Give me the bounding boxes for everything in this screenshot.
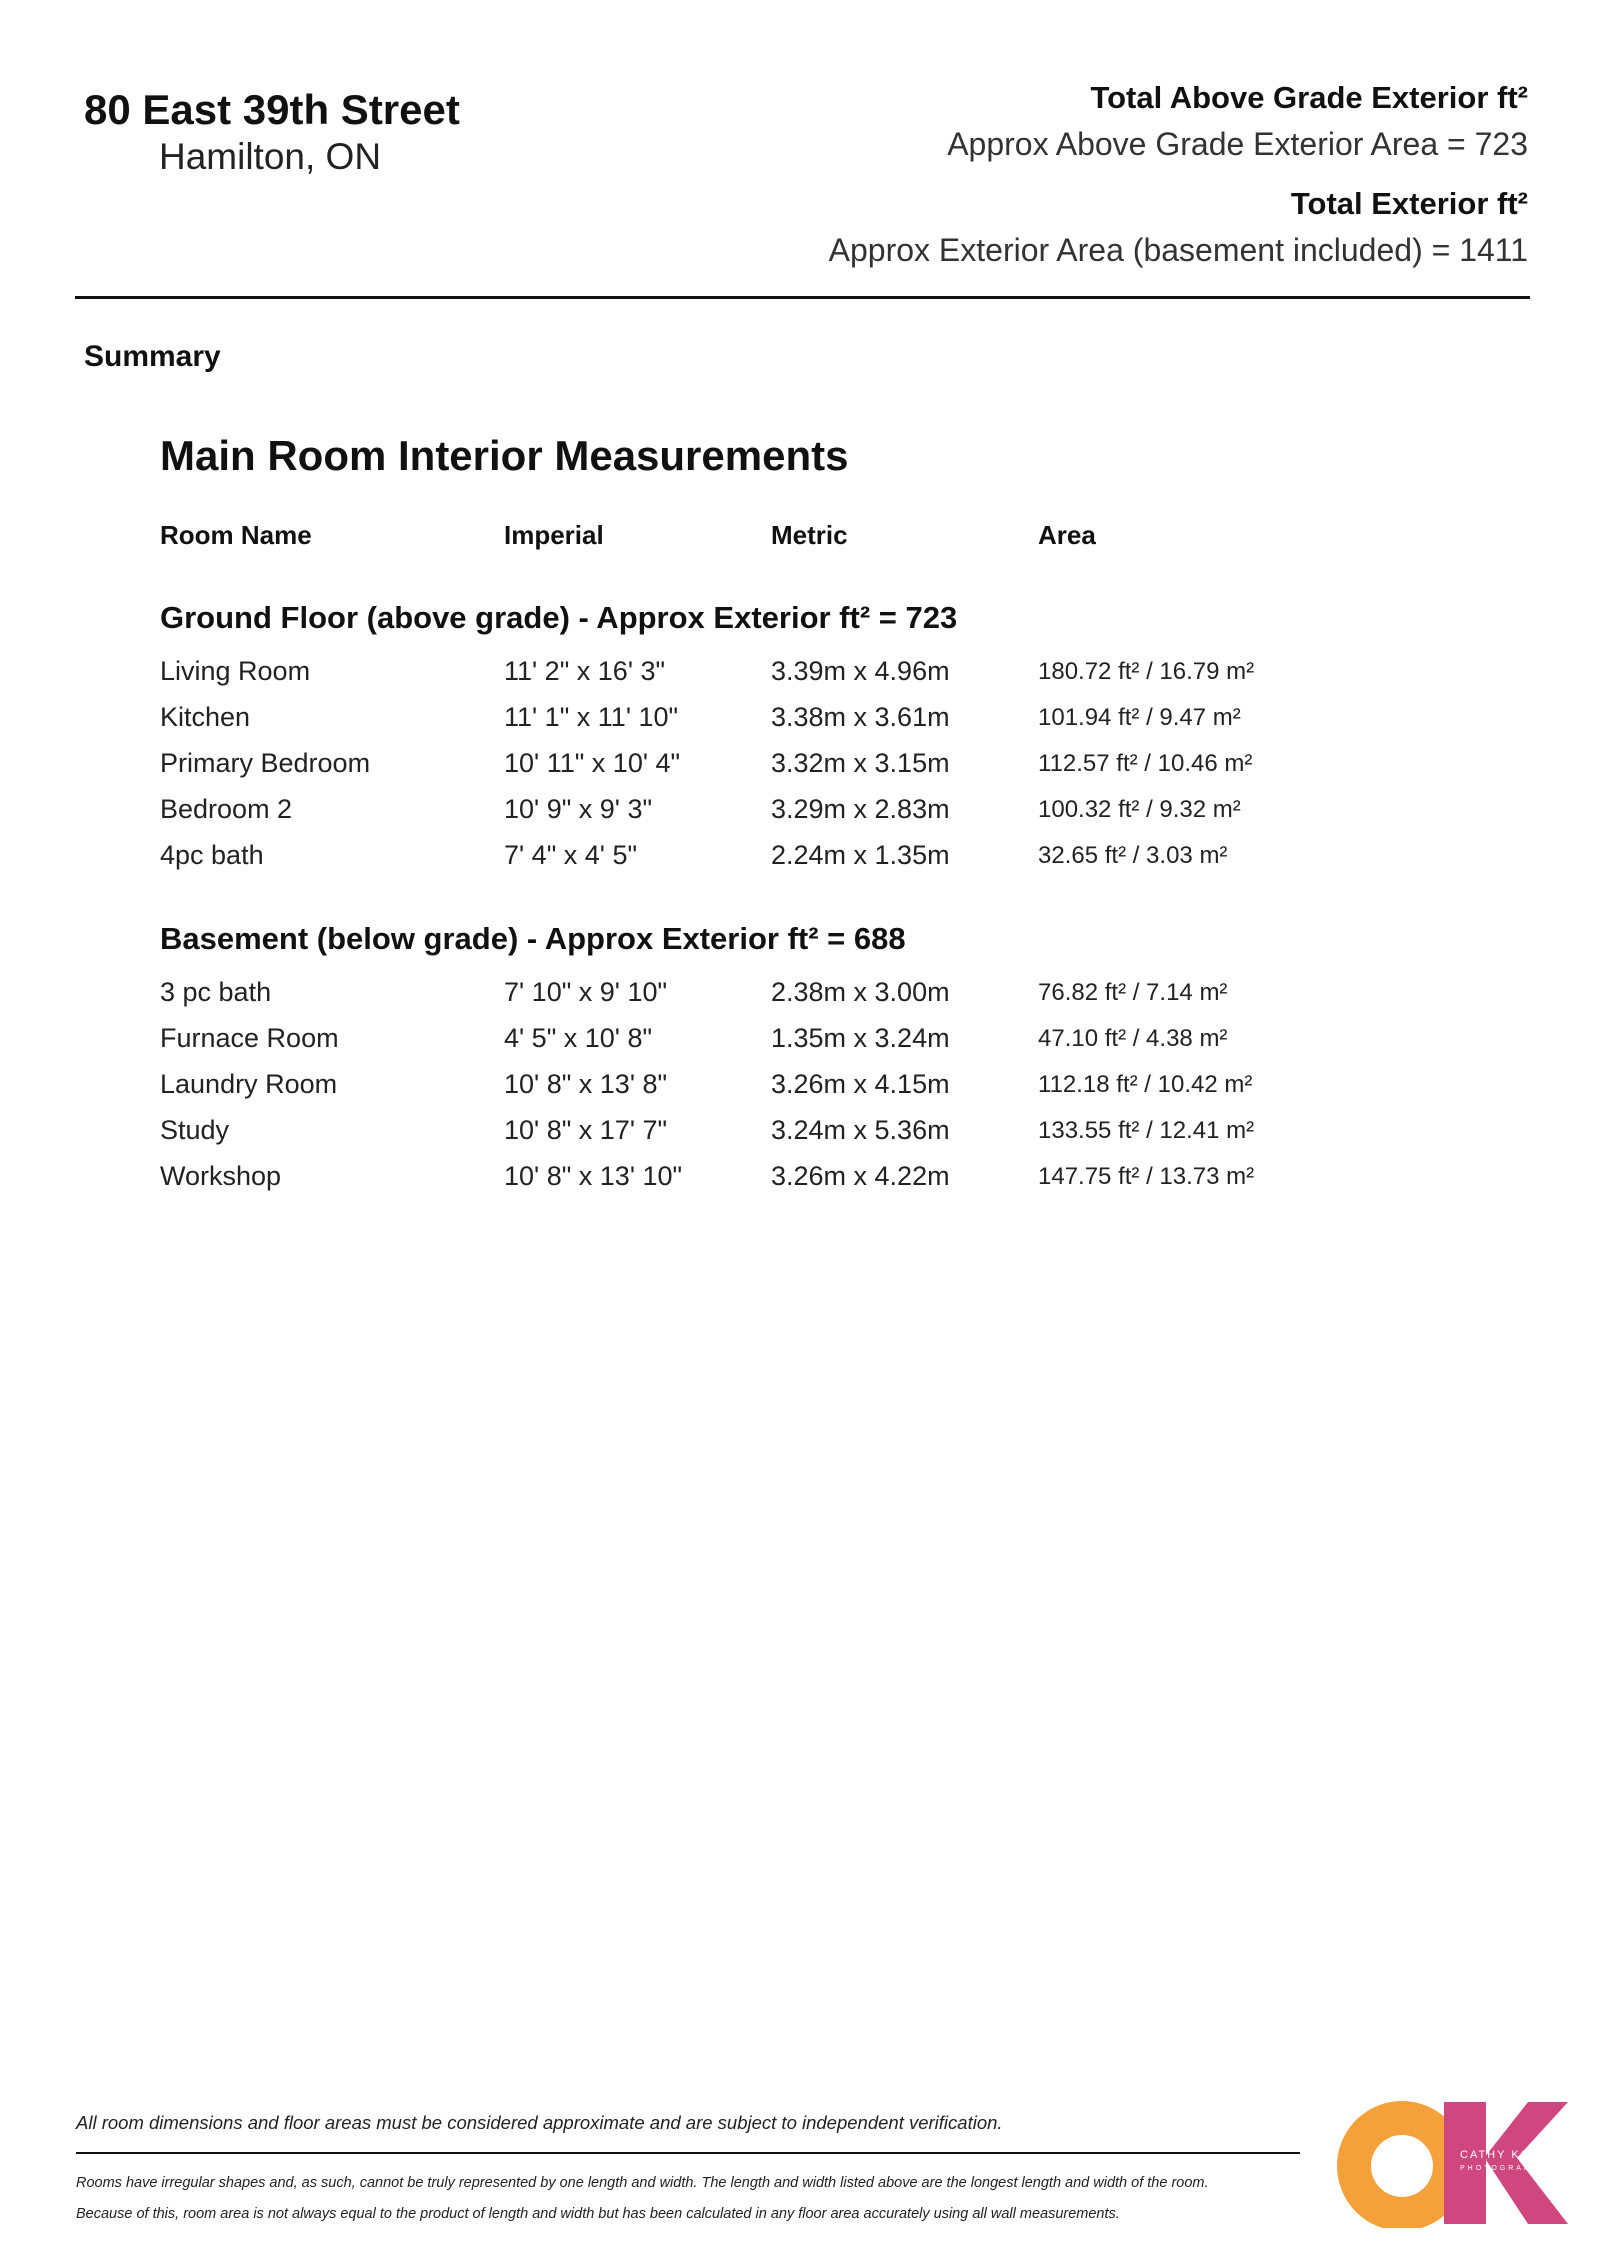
logo-brand-name: CATHY KOOP [1460, 2149, 1552, 2161]
room-area: 100.32 ft² / 9.32 m² [1038, 796, 1241, 823]
room-imperial: 11' 1" x 11' 10" [504, 702, 679, 732]
room-name: Furnace Room [160, 1023, 339, 1053]
room-name: 4pc bath [160, 840, 264, 870]
property-address: 80 East 39th Street [84, 86, 460, 133]
column-header-room-name: Room Name [160, 520, 312, 550]
main-title: Main Room Interior Measurements [160, 432, 849, 479]
room-imperial: 10' 8" x 13' 10" [504, 1161, 683, 1191]
room-metric: 3.29m x 2.83m [771, 794, 950, 824]
room-metric: 1.35m x 3.24m [771, 1023, 950, 1053]
room-area: 112.18 ft² / 10.42 m² [1038, 1071, 1253, 1098]
room-area: 180.72 ft² / 16.79 m² [1038, 658, 1255, 685]
total-exterior-label: Total Exterior ft² [1290, 186, 1528, 221]
room-name: Study [160, 1115, 230, 1145]
room-name: Living Room [160, 656, 311, 686]
room-area: 133.55 ft² / 12.41 m² [1038, 1117, 1255, 1144]
room-name: Bedroom 2 [160, 794, 293, 824]
room-name: Workshop [160, 1161, 282, 1191]
logo-o-shape [1354, 2118, 1450, 2214]
room-imperial: 7' 10" x 9' 10" [504, 977, 668, 1007]
property-city: Hamilton, ON [159, 136, 382, 177]
above-grade-value: Approx Above Grade Exterior Area = 723 [947, 126, 1528, 162]
room-area: 32.65 ft² / 3.03 m² [1038, 842, 1228, 869]
room-imperial: 10' 8" x 13' 8" [504, 1069, 668, 1099]
header-divider [75, 296, 1530, 299]
cathy-koop-logo [1336, 2098, 1570, 2228]
room-metric: 3.38m x 3.61m [771, 702, 950, 732]
logo-brand-tagline: PHOTOGRAPHY [1460, 2165, 1548, 2172]
room-imperial: 10' 8" x 17' 7" [504, 1115, 668, 1145]
room-area: 76.82 ft² / 7.14 m² [1038, 979, 1228, 1006]
room-imperial: 10' 11" x 10' 4" [504, 748, 681, 778]
room-metric: 3.39m x 4.96m [771, 656, 950, 686]
room-metric: 2.38m x 3.00m [771, 977, 950, 1007]
room-metric: 3.26m x 4.22m [771, 1161, 950, 1191]
room-imperial: 4' 5" x 10' 8" [504, 1023, 653, 1053]
room-imperial: 7' 4" x 4' 5" [504, 840, 638, 870]
footer-divider [76, 2152, 1300, 2154]
room-area: 112.57 ft² / 10.46 m² [1038, 750, 1253, 777]
room-imperial: 10' 9" x 9' 3" [504, 794, 653, 824]
room-metric: 2.24m x 1.35m [771, 840, 950, 870]
room-name: Laundry Room [160, 1069, 338, 1099]
section-title-basement: Basement (below grade) - Approx Exterior ft² = 688 [160, 921, 906, 956]
footer-note-2: Because of this, room area is not always equal to the product of length and width but has been calculated in any floor area accurately using all wall measurements. [76, 2206, 1120, 2222]
total-exterior-value: Approx Exterior Area (basement included) = 1411 [828, 232, 1528, 268]
section-title-ground-floor: Ground Floor (above grade) - Approx Exterior ft² = 723 [160, 600, 958, 635]
disclaimer-text: All room dimensions and floor areas must be considered approximate and are subject to independent verification. [76, 2112, 1003, 2133]
room-name: 3 pc bath [160, 977, 272, 1007]
room-area: 47.10 ft² / 4.38 m² [1038, 1025, 1228, 1052]
column-header-area: Area [1038, 520, 1096, 550]
room-area: 101.94 ft² / 9.47 m² [1038, 704, 1241, 731]
column-header-imperial: Imperial [504, 520, 604, 550]
above-grade-label: Total Above Grade Exterior ft² [1090, 80, 1528, 115]
summary-heading: Summary [84, 340, 221, 373]
room-metric: 3.26m x 4.15m [771, 1069, 950, 1099]
logo-k-stem [1444, 2102, 1486, 2224]
footer-note-1: Rooms have irregular shapes and, as such, cannot be truly represented by one length and width. The length and width listed above are the longest length and width of the room. [76, 2175, 1209, 2191]
room-imperial: 11' 2" x 16' 3" [504, 656, 666, 686]
column-header-metric: Metric [771, 520, 848, 550]
room-name: Kitchen [160, 702, 251, 732]
room-name: Primary Bedroom [160, 748, 371, 778]
room-metric: 3.24m x 5.36m [771, 1115, 950, 1145]
room-metric: 3.32m x 3.15m [771, 748, 950, 778]
room-area: 147.75 ft² / 13.73 m² [1038, 1163, 1255, 1190]
